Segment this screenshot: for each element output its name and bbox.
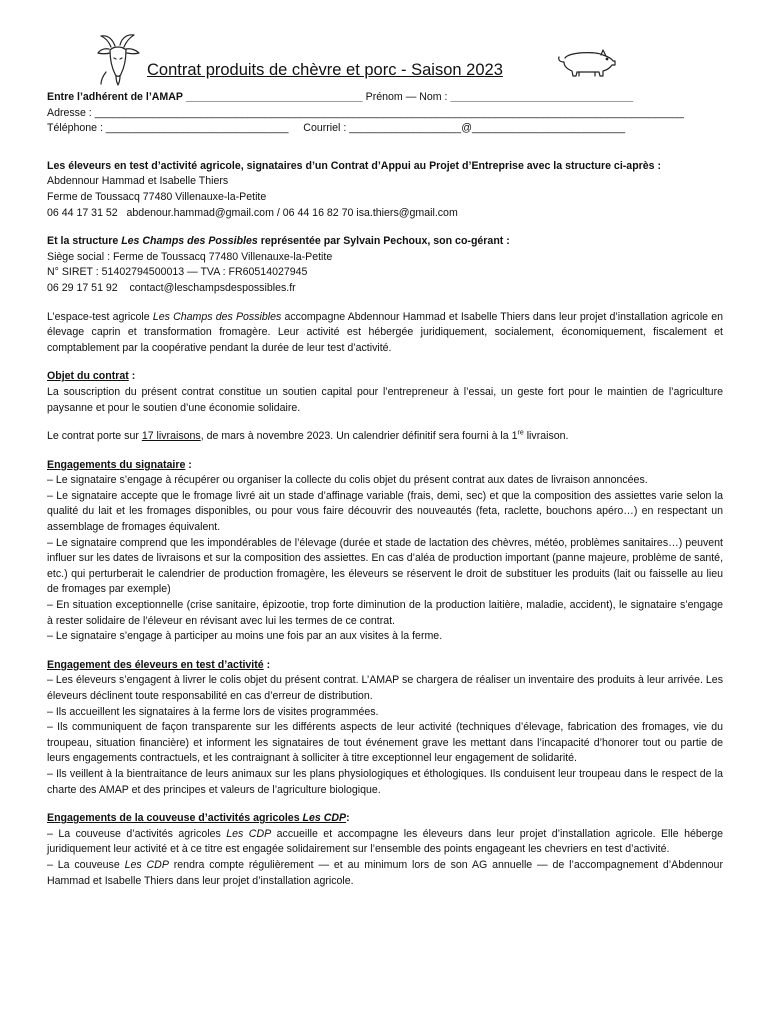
livraisons-end: livraison. (523, 430, 569, 443)
list-item: – Ils accueillent les signataires à la ferme lors de visites programmées. (47, 705, 379, 718)
list-item: – Ils communiquent de façon transparente sur les différents aspects de leur activité (techniques d’élevage, fabrication des fromages, vie du troupeau, situation financière) et informent les signataires de tout événement grave les mettant dans l’incapacité d’honorer tout ou partie de leurs engagements contractuels, et les contraignant à solliciter à titre exceptionnel leur engagement de solidarité. (47, 721, 723, 765)
identity-block (47, 90, 723, 137)
intro-post: accompagne Abdennour Hammad et Isabelle Thiers dans leur projet d’installation agricole en élevage caprin et transformation fromagère. Leur activité est hébergée juridiquement, socialement, économiquement, fiscalement et comptablement par la coopérative pendant la durée de leur test d’activité. (47, 310, 724, 354)
cdp-item1-post: accueille et accompagne les éleveurs dans leur projet d’installation agricole. Elle héberge juridiquement leur activité et à ce titre est engagée solidairement sur l’ensemble des points engageant les chevriers en test d’activité. (47, 827, 723, 856)
eleveurs-engagement-heading: Engagement des éleveurs en test d’activité (47, 658, 264, 671)
structure-siret: N° SIRET : 51402794500013 — TVA : FR60514027945 (47, 266, 308, 279)
cdp-item2-post: rendra compte régulièrement — et au minimum lors de son AG annuelle — de l’accompagnement d’Abdennour Hammad et Isabelle Thiers dans leur projet d’installation agricole. (47, 858, 723, 887)
courriel-field-user[interactable]: ___________________ (349, 122, 462, 135)
eleveurs-engagement-colon: : (263, 658, 271, 671)
objet-text: La souscription du présent contrat constitue un soutien capital pour l’entrepreneur à l’essai, un geste fort pour le maintien de l’agriculture paysanne et pour le soutien d’une économie solidaire. (47, 385, 723, 414)
eleveurs-names: Abdennour Hammad et Isabelle Thiers (47, 175, 229, 188)
objet-heading: Objet du contrat (47, 370, 129, 383)
cdp-item1-name: Les CDP (226, 827, 272, 840)
contract-page (47, 30, 723, 889)
objet-section (47, 369, 723, 444)
at-sign: @ (461, 122, 472, 135)
list-item: – Le signataire s’engage à participer au moins une fois par an aux visites à la ferme. (47, 630, 443, 643)
engagement-eleveurs-section (47, 658, 723, 798)
structure-heading-name: Les Champs des Possibles (121, 235, 258, 248)
courriel-label: Courriel : (303, 122, 347, 135)
engagements-cdp-section (47, 811, 723, 889)
adherent-field[interactable]: ______________________________ (185, 91, 363, 103)
intro-name: Les Champs des Possibles (152, 310, 282, 323)
prenom-label: Prénom — Nom : (365, 91, 448, 103)
livraisons-post: , de mars à novembre 2023. Un calendrier définitif sera fourni à la 1 (200, 430, 518, 443)
cdp-heading-pre: Engagements de la couveuse d’activités agricoles (47, 812, 300, 825)
signataire-colon: : (185, 458, 192, 471)
structure-block (47, 234, 723, 296)
structure-heading-pre: Et la structure (47, 235, 119, 248)
eleveurs-block (47, 159, 723, 221)
telephone-label: Téléphone : (47, 122, 103, 135)
list-item: – Le signataire comprend que les impondérables de l’élevage (durée et stade de lactation des chèvres, météo, problèmes sanitaires…) peuvent influer sur les dates de livraisons et sur la composition des assiettes. En cas d’aléa de production important (panne majeure, problème de santé, etc.) qui perturberait le calendrier de production fromagère, les éleveurs se réservent le droit de substituer les produits (lait ou faisselle au lieu de fromages par exemple) (47, 536, 724, 596)
header (47, 30, 723, 90)
pig-icon (555, 46, 617, 78)
livraisons-pre: Le contrat porte sur (47, 430, 142, 443)
adresse-label: Adresse : (47, 106, 92, 119)
prenom-nom-field[interactable]: _______________________________ (450, 91, 634, 103)
telephone-field[interactable]: _______________________________ (105, 122, 289, 135)
intro-paragraph (47, 310, 723, 357)
structure-heading-post: représentée par Sylvain Pechoux, son co-gérant : (260, 235, 510, 248)
eleveurs-contacts: 06 44 17 31 52 abdenour.hammad@gmail.com / 06 44 16 82 70 isa.thiers@gmail.com (47, 206, 458, 219)
livraisons-sup: re (517, 429, 524, 437)
cdp-heading-name: Les CDP (302, 812, 347, 825)
structure-siege: Siège social : Ferme de Toussacq 77480 Villenauxe-la-Petite (47, 250, 333, 263)
list-item (47, 858, 723, 889)
courriel-field-domain[interactable]: __________________________ (471, 122, 626, 135)
list-item: – En situation exceptionnelle (crise sanitaire, épizootie, trop forte diminution de la production laitière, maladie, accident), le signataire s’engage à rester solidaire de l’éleveur en révisant avec lui les termes de ce contrat. (47, 599, 723, 627)
livraisons-line (47, 429, 723, 445)
engagements-signataire-section (47, 458, 723, 645)
list-item: – Ils veillent à la bientraitance de leurs animaux sur les plans physiologiques et éthologiques. Ils conduisent leur troupeau dans le respect de la charte des AMAP et des principes et valeurs de l’agriculture biologique. (47, 767, 723, 796)
list-item: – Le signataire s’engage à récupérer ou organiser la collecte du colis objet du présent contrat aux dates de livraison annoncées. (47, 474, 648, 487)
cdp-heading (47, 811, 723, 827)
structure-contacts: 06 29 17 51 92 contact@leschampsdespossibles.fr (47, 281, 296, 294)
cdp-item1-pre: – La couveuse d’activités agricoles (47, 827, 221, 840)
eleveurs-heading: Les éleveurs en test d’activité agricole, signataires d’un Contrat d’Appui au Projet d’Entreprise avec la structure ci-après : (47, 159, 662, 172)
livraisons-count: 17 livraisons (141, 430, 201, 443)
cdp-item2-name: Les CDP (124, 858, 169, 871)
signataire-heading: Engagements du signataire (47, 458, 186, 471)
objet-colon: : (128, 370, 136, 383)
adresse-field[interactable]: ____________________________________________________________________________________________________ (94, 106, 684, 119)
list-item: – Le signataire accepte que le fromage livré ait un stade d’affinage variable (frais, demi, sec) et que la composition des assiettes varie selon la qualité du lait et les fromages disponibles, ou pour vous faire découvrir des nouveautés (feta, raclette, bouchons apéro…) en respectant un assemblage de fromages équivalent. (47, 489, 723, 534)
cdp-heading-colon: : (346, 812, 350, 825)
structure-heading (47, 234, 723, 250)
cdp-item2-pre: – La couveuse (47, 858, 120, 871)
adherent-label: Entre l’adhérent de l’AMAP (47, 91, 183, 103)
goat-icon (95, 32, 143, 86)
intro-pre: L’espace-test agricole (47, 310, 150, 323)
eleveurs-address: Ferme de Toussacq 77480 Villenauxe-la-Petite (47, 190, 267, 203)
list-item (47, 827, 723, 858)
page-title: Contrat produits de chèvre et porc - Saison 2023 (147, 61, 503, 79)
list-item: – Les éleveurs s’engagent à livrer le colis objet du présent contrat. L’AMAP se chargera de réaliser un inventaire des produits à leur arrivée. Les éleveurs déclinent toute responsabilité en cas d’erreur de distribution. (47, 674, 723, 702)
